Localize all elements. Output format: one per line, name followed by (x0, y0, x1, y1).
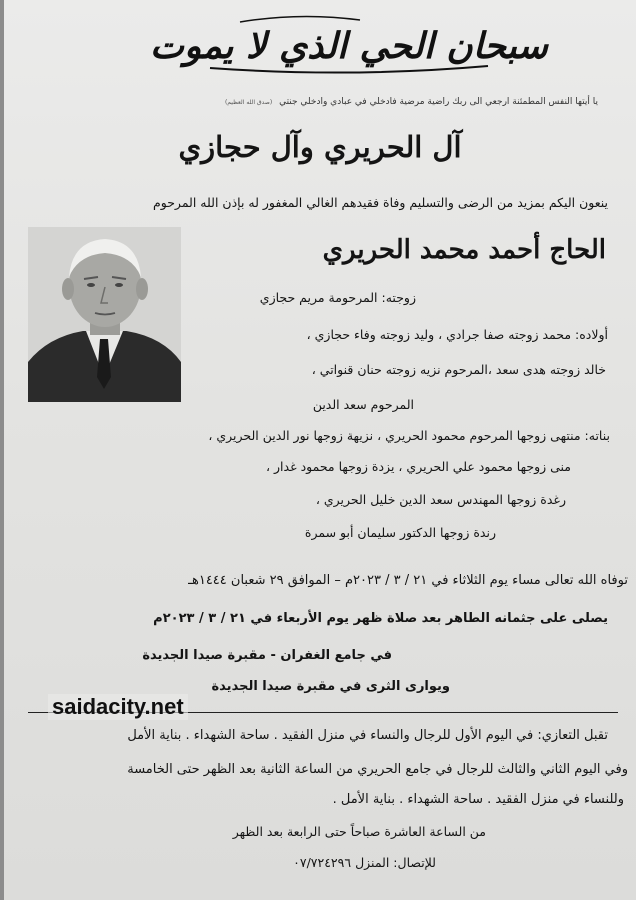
obituary-sheet (4, 0, 636, 900)
burial-location: ويوارى الثرى في مقبرة صيدا الجديدة (211, 679, 450, 694)
condolences-line-4: من الساعة العاشرة صباحاً حتى الرابعة بعد الظهر (232, 824, 486, 839)
relative-daughters-line-1: بناته: منتهى زوجها المرحوم محمود الحريري ، نزيهة زوجها نور الدين الحريري ، (208, 428, 610, 443)
verse-source: (صدق الله العظيم) (224, 99, 273, 106)
calligraphy-header (150, 8, 548, 80)
funeral-prayer: يصلى على جثمانه الطاهر بعد صلاة ظهر يوم الأربعاء في ٢١ / ٣ / ٢٠٢٣م (153, 611, 608, 626)
intro-text: ينعون اليكم بمزيد من الرضى والتسليم وفاة فقيدهم الغالي المغفور له بإذن الله المرحوم (153, 195, 608, 210)
family-title: آل الحريري وآل حجازي (178, 130, 462, 164)
relative-wife: زوجته: المرحومة مريم حجازي (259, 290, 416, 305)
relative-sons-line-1: أولاده: محمد زوجته صفا جرادي ، وليد زوجته وفاء حجازي ، (306, 327, 608, 342)
quran-verse (225, 97, 598, 107)
calligraphy-text: سبحان الحي الذي لا يموت (150, 25, 548, 67)
contact-phone: للإتصال: المنزل ٠٧/٧٢٤٢٩٦ (293, 855, 436, 870)
mosque-location: في جامع الغفران - مقبرة صيدا الجديدة (142, 648, 392, 663)
relative-daughters-line-3: رغدة زوجها المهندس سعد الدين خليل الحريري ، (315, 492, 566, 507)
relative-sons-line-3: المرحوم سعد الدين (312, 397, 414, 412)
relative-daughters-line-4: رندة زوجها الدكتور سليمان أبو سمرة (304, 525, 496, 540)
deceased-photo (28, 227, 181, 402)
relative-daughters-line-2: منى زوجها محمود علي الحريري ، يزدة زوجها محمود غدار ، (266, 459, 571, 474)
death-notice: توفاه الله تعالى مساء يوم الثلاثاء في ٢١ / ٣ / ٢٠٢٣م – الموافق ٢٩ شعبان ١٤٤٤هـ (188, 573, 628, 588)
condolences-line-2: وفي اليوم الثاني والثالث للرجال في جامع الحريري من الساعة الثانية بعد الظهر حتى الخامسة (127, 762, 628, 777)
condolences-line-3: وللنساء في منزل الفقيد . ساحة الشهداء . بناية الأمل . (332, 792, 624, 807)
relative-sons-line-2: خالد زوجته هدى سعد ،المرحوم نزيه زوجته حنان قنواتي ، (311, 362, 606, 377)
site-watermark: saidacity.net (48, 694, 188, 720)
verse-text: يا أيتها النفس المطمئنة ارجعي الى ربك راضية مرضية فادخلي في عبادي وادخلي جنتي (279, 97, 598, 107)
deceased-name: الحاج أحمد محمد الحريري (322, 235, 606, 265)
condolences-line-1: تقبل التعازي: في اليوم الأول للرجال والنساء في منزل الفقيد . ساحة الشهداء . بناية الأمل (127, 728, 608, 743)
